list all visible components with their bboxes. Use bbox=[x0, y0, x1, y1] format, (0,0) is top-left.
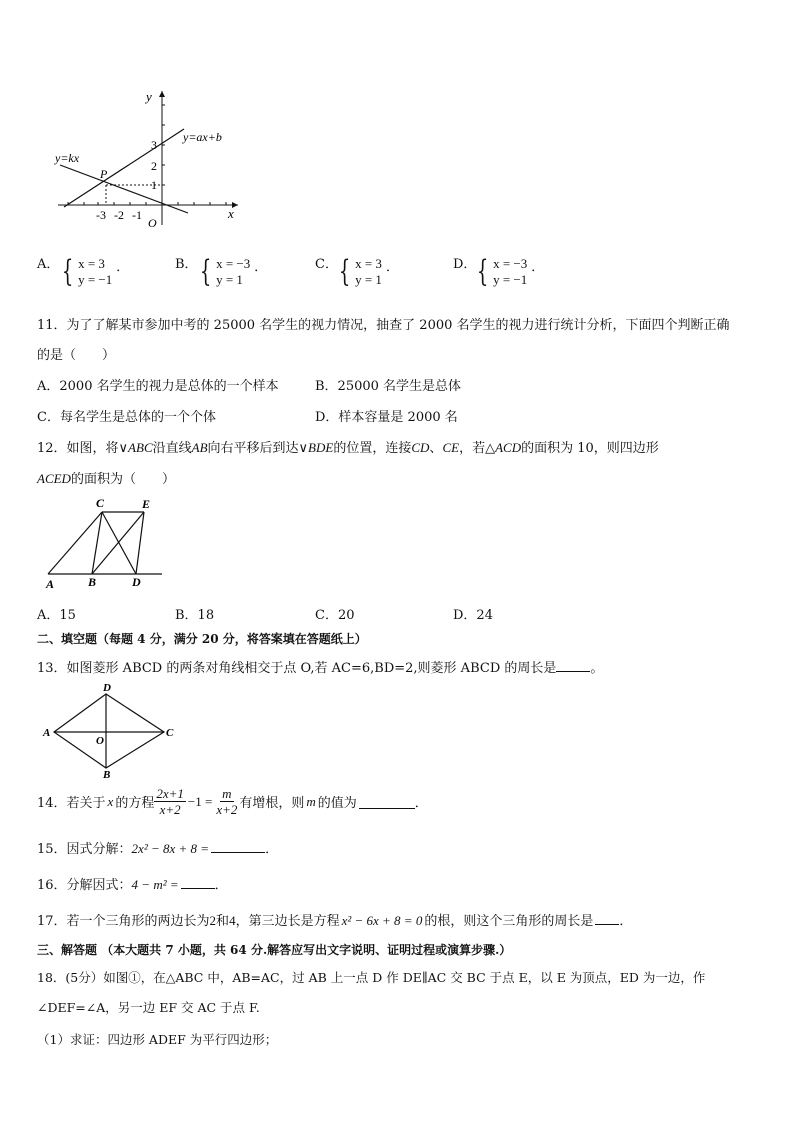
q18-line2: ∠DEF=∠A，另一边 EF 交 AC 于点 F. bbox=[37, 1000, 260, 1015]
q10-graph bbox=[50, 85, 250, 230]
q12-label-e: E bbox=[142, 497, 151, 511]
q17-equation: x² − 6x + 8 = 0 bbox=[341, 913, 423, 928]
x-tick-neg1: -1 bbox=[132, 208, 142, 222]
q10-d-tail: ． bbox=[531, 260, 545, 275]
section-2-heading: 二、填空题（每题 4 分，满分 20 分，将答案填在答题纸上） bbox=[37, 632, 367, 646]
q11-option-a: A．2000 名学生的视力是总体的一个样本 bbox=[37, 379, 279, 394]
y-tick-1: 1 bbox=[151, 178, 157, 192]
q18-line1: 18．(5分）如图①，在△ABC 中，AB=AC，过 AB 上一点 D 作 DE∥AC 交 BC 于点 E，以 E 为顶点，ED 为一边，作 bbox=[37, 970, 706, 985]
point-p-label: P bbox=[100, 167, 108, 181]
q13-stem: 13．如图菱形 ABCD 的两条对角线相交于点 O,若 AC=6,BD=2,则菱形 ABCD 的周长是 。 bbox=[37, 657, 603, 676]
q11-option-b: B．25000 名学生是总体 bbox=[315, 379, 462, 394]
q16-stem: 16．分解因式：4 − m² = ． bbox=[37, 877, 228, 893]
q10-c-eq2: y = 1 bbox=[355, 272, 382, 287]
q12-label-d: D bbox=[132, 575, 141, 589]
origin-label: O bbox=[148, 216, 157, 230]
q14-fraction-1: $\frac{2x+1}{x+2}$ bbox=[156, 786, 184, 817]
q10-d-eq1: x = −3 bbox=[493, 256, 528, 271]
q12-label-a: A bbox=[46, 577, 55, 591]
q10-option-a-system: { x = 3 y = −1 ． bbox=[61, 254, 130, 289]
y-tick-2: 2 bbox=[151, 159, 157, 173]
q15-answer-blank bbox=[211, 839, 265, 853]
q17-answer-blank bbox=[595, 911, 619, 925]
q12-option-a: A．15 bbox=[37, 608, 76, 623]
q10-a-tail: ． bbox=[116, 260, 130, 275]
line2-label: y=ax+b bbox=[183, 130, 222, 144]
q15-expression: 2x² − 8x + 8 = bbox=[131, 841, 210, 856]
q10-option-b-system: { x = −3 y = 1 ． bbox=[199, 254, 268, 289]
q10-b-eq1: x = −3 bbox=[216, 256, 251, 271]
q17-stem: 17．若一个三角形的两边长为2和4，第三边长是方程 x² − 6x + 8 = 0 的根，则这个三角形的周长是 ． bbox=[37, 913, 633, 929]
q11-line2: 的是（ ） bbox=[37, 348, 116, 363]
q10-option-c-system: { x = 3 y = 1 ． bbox=[338, 254, 399, 289]
q16-answer-blank bbox=[181, 875, 215, 889]
x-tick-neg2: -2 bbox=[114, 208, 124, 222]
q14-stem: 14．若关于 x 的方程 $\frac{2x+1}{x+2}$ −1 = $\frac{m}{x+2}$ 有增根，则 m 的值为 ． bbox=[37, 786, 428, 817]
q10-option-a-letter: A． bbox=[37, 257, 60, 272]
q14-fraction-2: $\frac{m}{x+2}$ bbox=[216, 786, 238, 817]
q10-c-tail: ． bbox=[385, 260, 399, 275]
q12-stem-line2: ACED的面积为（ ） bbox=[37, 471, 175, 487]
q13-answer-blank bbox=[556, 658, 590, 672]
line-ax-b bbox=[64, 129, 184, 207]
q10-c-eq1: x = 3 bbox=[355, 256, 382, 271]
q12-option-d: D．24 bbox=[453, 608, 493, 623]
q12-label-b: B bbox=[88, 575, 97, 589]
q10-option-b-letter: B． bbox=[175, 257, 198, 272]
q12-figure bbox=[40, 496, 170, 591]
q15-stem: 15．因式分解：2x² − 8x + 8 = ． bbox=[37, 841, 279, 857]
q13-label-c: C bbox=[166, 727, 174, 739]
q10-a-eq2: y = −1 bbox=[78, 272, 113, 287]
q13-label-o: O bbox=[96, 735, 104, 747]
q10-option-d-letter: D． bbox=[453, 257, 477, 272]
q16-expression: 4 − m² = bbox=[131, 877, 179, 892]
line-kx bbox=[60, 165, 188, 213]
section-3-heading: 三、解答题 （本大题共 7 小题，共 64 分.解答应写出文字说明、证明过程或演算步骤.） bbox=[37, 943, 512, 957]
q18-line3: （1）求证：四边形 ADEF 为平行四边形； bbox=[37, 1032, 278, 1047]
q11-option-d: D．样本容量是 2000 名 bbox=[315, 410, 458, 425]
q12-option-b: B．18 bbox=[175, 608, 215, 623]
q13-label-d: D bbox=[103, 682, 111, 694]
q12-option-c: C．20 bbox=[315, 608, 355, 623]
q10-a-eq1: x = 3 bbox=[78, 256, 105, 271]
q13-rhombus-figure bbox=[40, 682, 180, 780]
y-axis-label: y bbox=[146, 89, 152, 104]
q10-option-d-system: { x = −3 y = −1 ． bbox=[476, 254, 545, 289]
q13-label-b: B bbox=[103, 769, 111, 780]
q11-option-c: C．每名学生是总体的一个个体 bbox=[37, 410, 216, 425]
q10-b-tail: ． bbox=[254, 260, 268, 275]
q10-option-c-letter: C． bbox=[315, 257, 338, 272]
q10-d-eq2: y = −1 bbox=[493, 272, 528, 287]
q11-line1: 11．为了了解某市参加中考的 25000 名学生的视力情况，抽查了 2000 名学生的视力进行统计分析，下面四个判断正确 bbox=[37, 318, 730, 333]
q12-label-c: C bbox=[96, 496, 105, 510]
x-tick-neg3: -3 bbox=[96, 208, 106, 222]
q10-b-eq2: y = 1 bbox=[216, 272, 243, 287]
x-axis-label: x bbox=[228, 206, 234, 221]
line1-label: y=kx bbox=[55, 151, 80, 165]
q13-label-a: A bbox=[43, 727, 51, 739]
q14-answer-blank bbox=[359, 795, 415, 809]
q12-stem-line1: 12．如图，将∨ABC沿直线AB向右平移后到达∨BDE的位置，连接CD、CE，若△ACD的面积为 10，则四边形 bbox=[37, 440, 659, 456]
y-tick-3: 3 bbox=[151, 138, 157, 152]
